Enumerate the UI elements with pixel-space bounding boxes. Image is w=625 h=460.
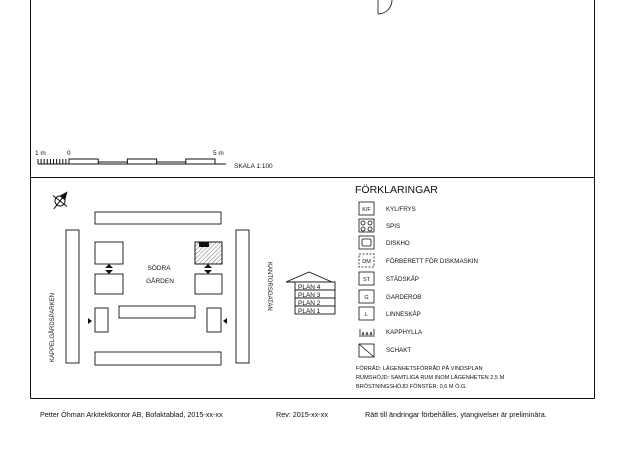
legend-label-kapphylla: KAPPHYLLA [386,329,423,336]
floor-label-1: PLAN 1 [298,308,321,315]
legend-code-g: G [364,295,369,301]
scale-bar-ticks [38,159,226,164]
legend-notes [356,365,505,390]
scale-left-label: 1 m [35,150,46,157]
courtyard-label-1: SÖDRA [147,265,171,272]
floor-label-4: PLAN 4 [298,284,321,291]
sink-icon [359,236,374,249]
highlighted-apartment [195,242,222,264]
legend-code-kf: K/F [362,207,371,213]
site-plan [66,212,249,365]
scale-bar [35,150,273,170]
legend-label-garderob: GARDEROB [386,294,422,301]
floor-label-3: PLAN 3 [298,292,321,299]
sheet-frame [31,0,595,399]
building-nw-lower [95,274,123,294]
legend-label-diskmaskin: FÖRBERETT FÖR DISKMASKIN [386,258,479,265]
legend-label-schakt: SCHAKT [386,347,412,354]
scale-right-label: 5 m [213,150,224,157]
footer-office: Petter Öhman Arkitektkontor AB, Bofaktablad, 2015-xx-xx [40,410,223,419]
floor-label-2: PLAN 2 [298,300,321,307]
building-center [119,306,195,318]
legend-code-st: ST [362,277,371,283]
street-label-east: KANTORSGATAN [266,262,272,311]
coat-rack-icon [360,329,374,337]
building-nw-upper [95,242,123,264]
legend-label-spis: SPIS [386,223,401,230]
scale-zero-label: 0 [67,150,71,157]
footer-revision: Rev: 2015-xx-xx [276,410,328,419]
door-swing-icon [378,0,404,14]
street-label-west: KAPPELGÅRDSPARKEN [50,293,56,362]
legend-codes [362,207,371,318]
shaft-icon [359,344,374,357]
north-arrow-icon [47,187,74,215]
legend-label-linneskap: LINNESKÅP [386,311,421,318]
note-forrad: FÖRRÅD: LÄGENHETSFÖRRÅD PÅ VINDSPLAN [356,366,483,372]
building-north [95,212,221,224]
legend-code-l: L [364,312,369,318]
legend-label-stadskap: STÄDSKÅP [386,276,420,283]
building-south [95,352,221,365]
building-ne-lower [195,274,222,294]
building-east [236,230,249,363]
building-e-small [207,308,221,332]
building-west [66,230,79,363]
scale-label: SKALA 1:100 [234,163,273,170]
courtyard-label-2: GÅRDEN [146,278,174,285]
stove-icon [359,219,374,232]
legend-label-diskho: DISKHO [386,240,410,247]
note-brostningshojd: BRÖSTNINGSHÖJD FÖNSTER: 0,6 M Ö.G. [356,384,467,390]
legend-title: FÖRKLARINGAR [355,184,438,196]
legend-label-kyl-frys: KYL/FRYS [386,206,416,213]
footer-disclaimer: Rätt till ändringar förbehålles, ytangivelser är preliminära. [365,410,547,419]
legend-labels [386,206,478,354]
footer [0,408,625,424]
note-rumshojd: RUMSHÖJD: SAMTLIGA RUM INOM LÄGENHETEN 2,5 M [356,375,505,381]
floor-labels [298,284,321,315]
building-w-small [95,308,108,332]
legend-code-dm: DM [362,259,371,265]
